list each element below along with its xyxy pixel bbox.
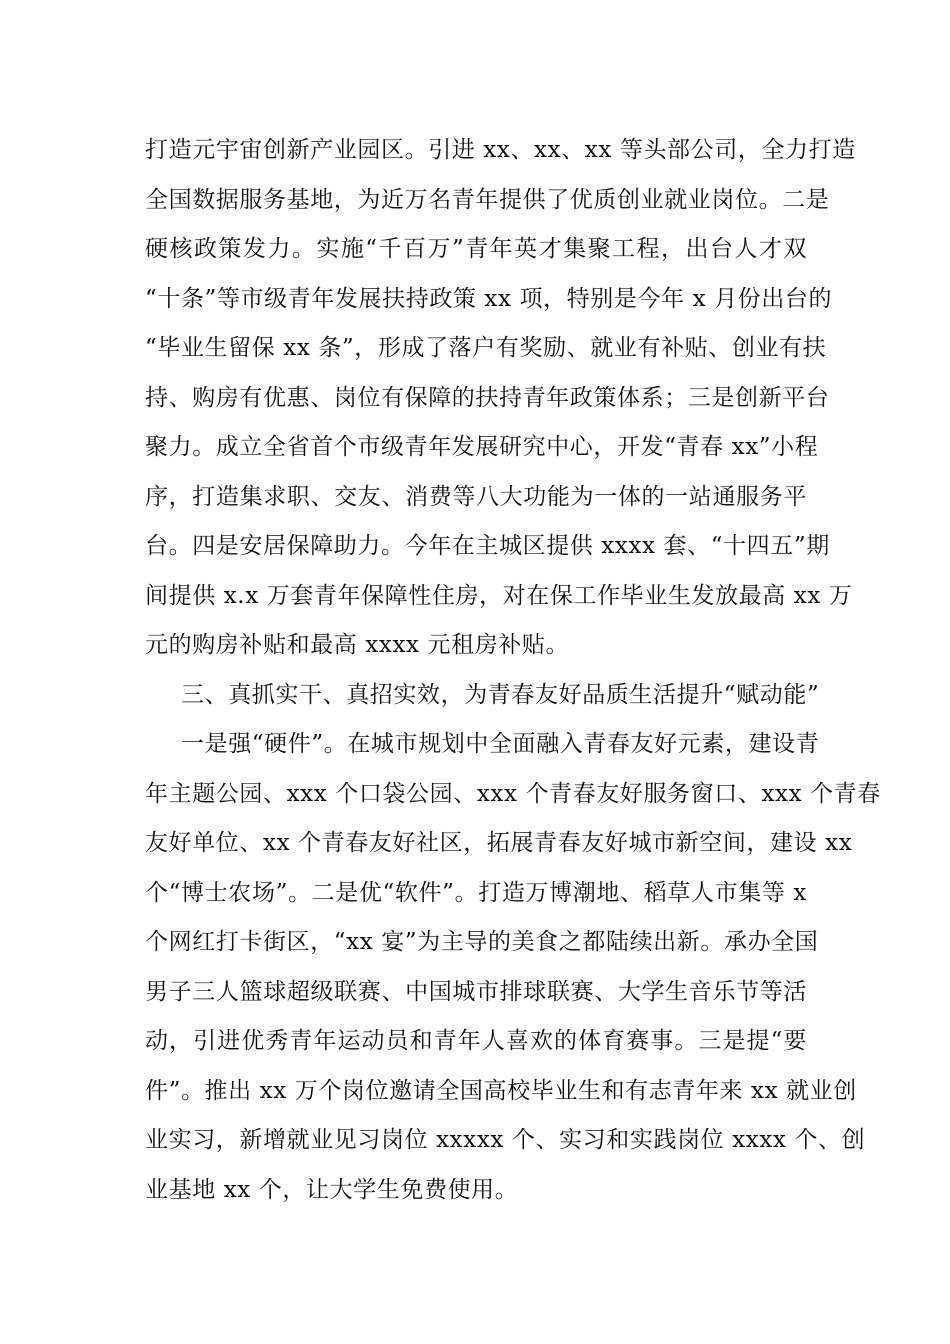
- text-line: 台。四是安居保障助力。今年在主城区提供 xxxx 套、“十四五”期: [145, 533, 830, 559]
- text-line: 动，引进优秀青年运动员和青年人喜欢的体育赛事。三是提“要: [145, 1028, 807, 1054]
- paragraph: [145, 720, 881, 1215]
- text-line: 持、购房有优惠、岗位有保障的扶持青年政策体系；三是创新平台: [145, 384, 830, 411]
- text-line: 件”。推出 xx 万个岗位邀请全国高校毕业生和有志青年来 xx 就业创: [145, 1077, 857, 1104]
- text-line: 一是强“硬件”。在城市规划中全面融入青春友好元素，建设青: [181, 731, 820, 757]
- section-heading: [145, 671, 820, 721]
- text-line: 硬核政策发力。实施“千百万”青年英才集聚工程，出台人才双: [145, 236, 807, 262]
- paragraph-continuation: [145, 126, 856, 671]
- text-line: 个网红打卡街区，“xx 宴”为主导的美食之都陆续出新。承办全国: [145, 929, 819, 955]
- document-body: [145, 126, 881, 1215]
- text-line: 聚力。成立全省首个市级青年发展研究中心，开发“青春 xx”小程: [145, 434, 819, 460]
- text-line: 序，打造集求职、交友、消费等八大功能为一体的一站通服务平: [145, 483, 807, 510]
- text-line: 业实习，新增就业见习岗位 xxxxx 个、实习和实践岗位 xxxx 个、创: [145, 1127, 866, 1153]
- text-line: “十条”等市级青年发展扶持政策 xx 项，特别是今年 x 月份出台的: [145, 285, 833, 312]
- text-line: 个“博士农场”。二是优“软件”。打造万博潮地、稻草人市集等 x: [145, 879, 807, 906]
- text-line: 男子三人篮球超级联赛、中国城市排球联赛、大学生音乐节等活: [145, 978, 807, 1005]
- text-line: 友好单位、xx 个青春友好社区，拓展青春友好城市新空间，建设 xx: [145, 830, 853, 856]
- text-line: 全国数据服务基地，为近万名青年提供了优质创业就业岗位。二是: [145, 186, 830, 213]
- text-line: 年主题公园、xxx 个口袋公园、xxx 个青春友好服务窗口、xxx 个青春: [145, 780, 881, 807]
- text-line: 间提供 x.x 万套青年保障性住房，对在保工作毕业生发放最高 xx 万: [145, 582, 853, 609]
- text-line: “毕业生留保 xx 条”，形成了落户有奖励、就业有补贴、创业有扶: [145, 335, 827, 361]
- text-line: 打造元宇宙创新产业园区。引进 xx、xx、xx 等头部公司，全力打造: [145, 137, 856, 163]
- text-line: 元的购房补贴和最高 xxxx 元租房补贴。: [145, 632, 570, 658]
- text-line: 业基地 xx 个，让大学生免费使用。: [145, 1176, 519, 1203]
- heading-text: 三、真抓实干、真招实效，为青春友好品质生活提升“赋动能”: [181, 681, 820, 708]
